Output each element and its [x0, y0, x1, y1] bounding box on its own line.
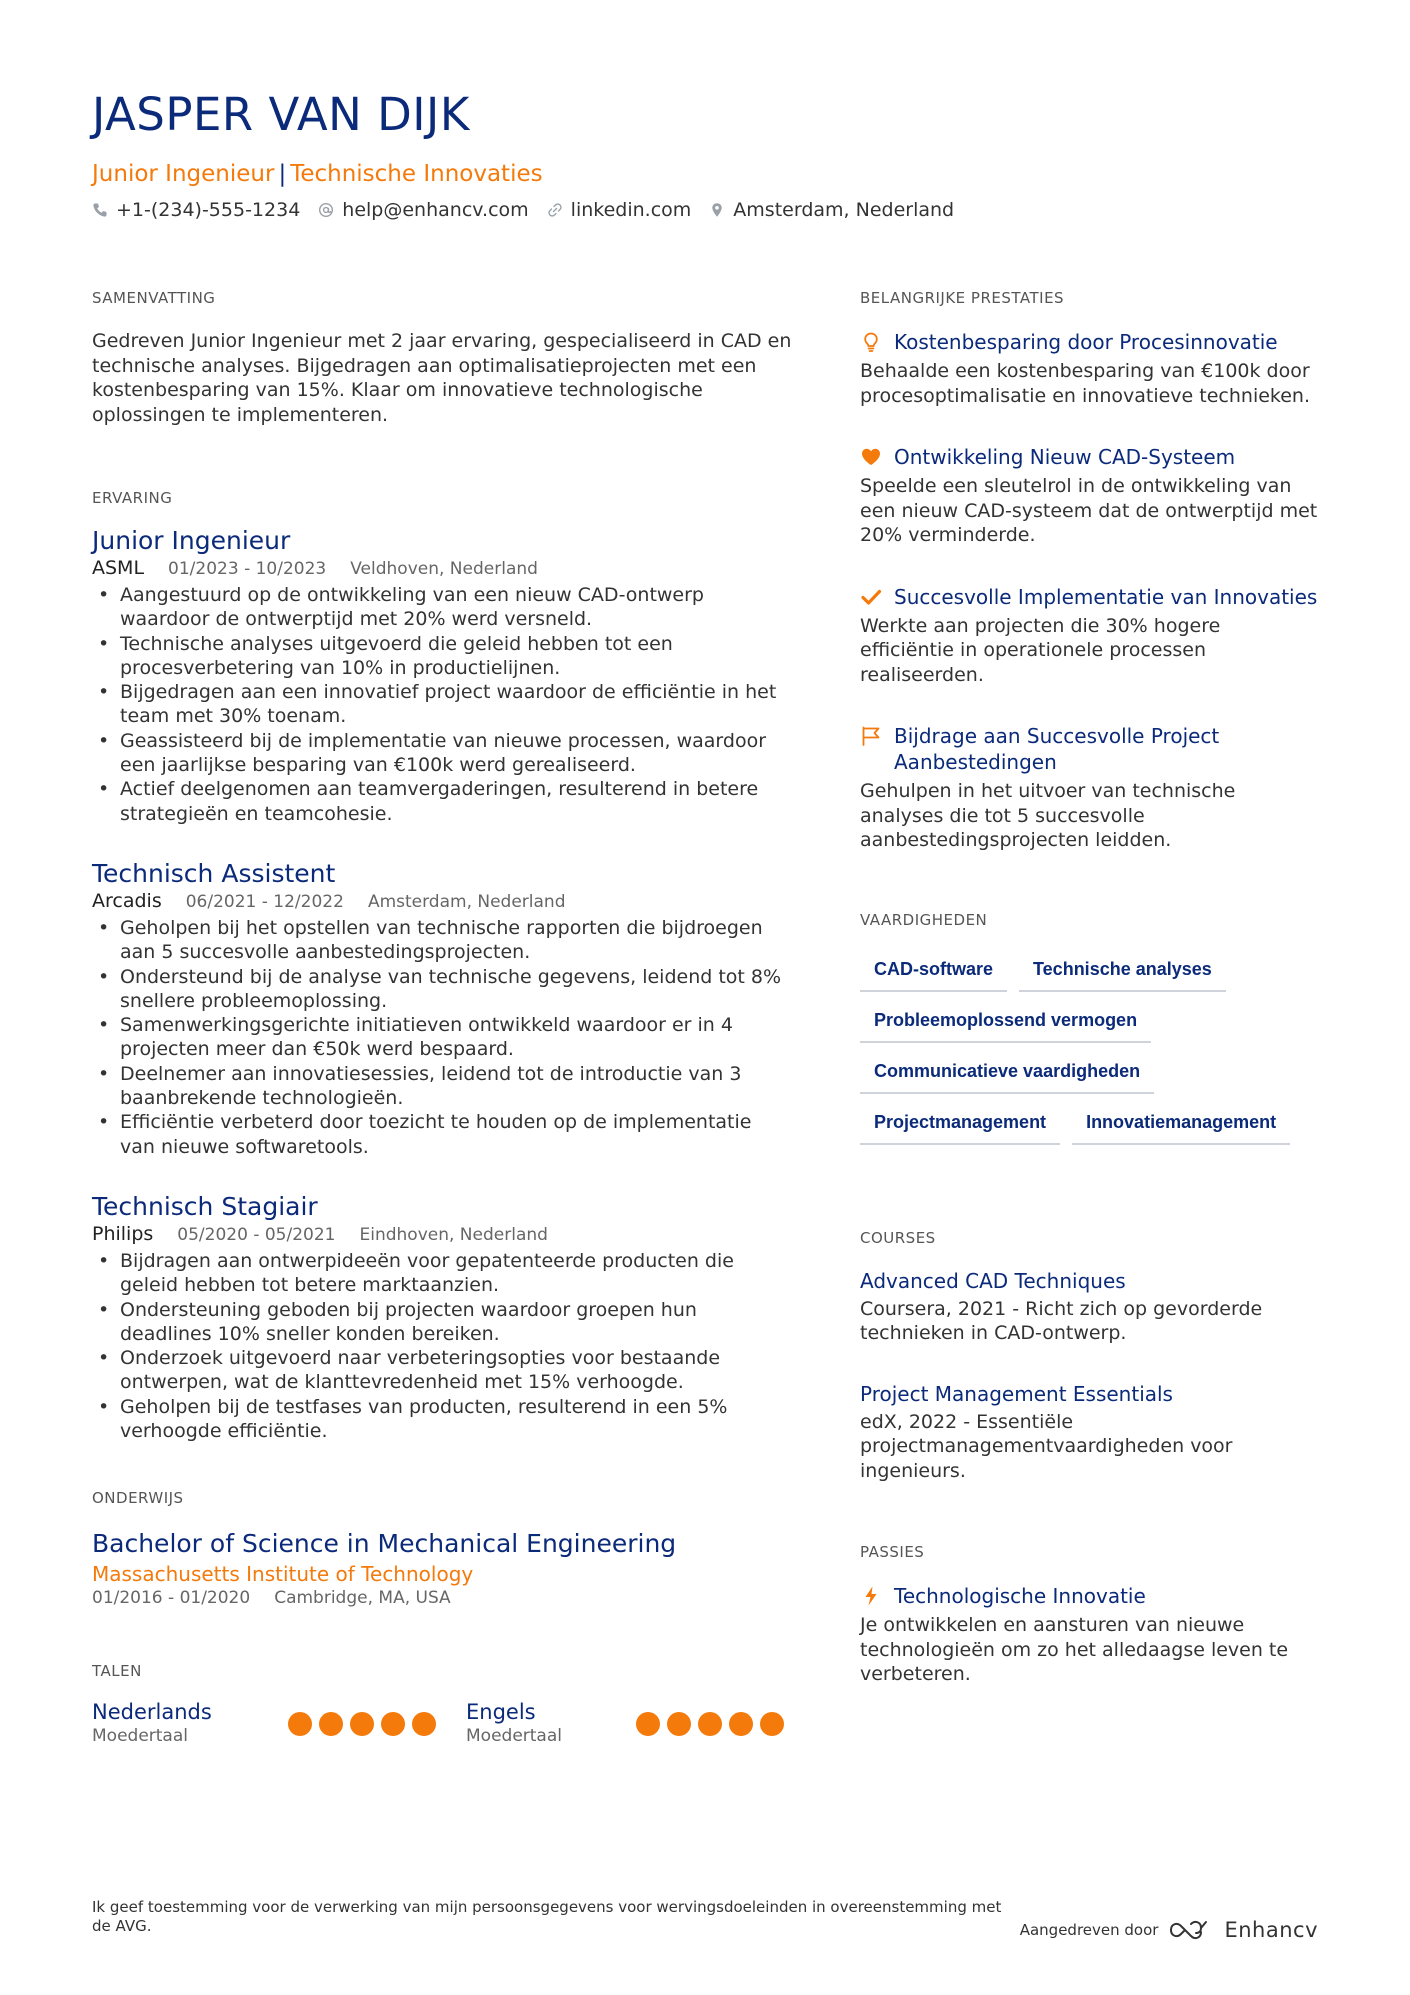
job-bullets — [92, 916, 792, 1159]
achievement-title: Kostenbesparing door Procesinnovatie — [894, 330, 1278, 354]
job-bullet: • Ondersteund bij de analyse van technische gegevens, leidend tot 8% snellere probleemoplossing. — [92, 965, 792, 1014]
skill-tag: Projectmanagement — [860, 1108, 1060, 1145]
lightning-icon — [860, 1585, 882, 1607]
achievements-section — [860, 289, 1318, 853]
phone-value: +1-(234)-555-1234 — [116, 199, 301, 221]
rating-dot — [760, 1712, 784, 1736]
job-bullet: • Bijgedragen aan een innovatief project waardoor de efficiëntie in het team met 30% toenam. — [92, 680, 792, 729]
language-level: Moedertaal — [92, 1726, 188, 1747]
job-title: Technisch Stagiair — [92, 1191, 318, 1221]
rating-dot — [288, 1712, 312, 1736]
headline-focus: Technische Innovaties — [290, 161, 543, 187]
job-dates: 05/2020 - 05/2021 — [177, 1224, 336, 1245]
job-meta — [92, 890, 792, 912]
course-desc: Coursera, 2021 - Richt zich op gevorderde technieken in CAD-ontwerp. — [860, 1297, 1263, 1344]
language-level: Moedertaal — [466, 1726, 562, 1747]
job-title: Technisch Assistent — [92, 858, 336, 888]
achievement-title: Succesvolle Implementatie van Innovaties — [894, 584, 1318, 609]
achievement-desc: Werkte aan projecten die 30% hogere efficiëntie in operationele processen realiseerden. — [860, 614, 1221, 686]
job-bullet: • Efficiëntie verbeterd door toezicht te houden op de implementatie van nieuwe softwaretools. — [92, 1110, 792, 1159]
job-bullet: • Onderzoek uitgevoerd naar verbeteringsopties voor bestaande ontwerpen, wat de klanttevredenheid met 15% verhoogde. — [92, 1346, 792, 1395]
resume-columns — [92, 289, 1318, 1746]
passions-heading: PASSIES — [860, 1543, 925, 1561]
passion-desc: Je ontwikkelen en aansturen van nieuwe technologieën om zo het alledaagse leven te verbeteren. — [860, 1614, 1289, 1685]
powered-by-label: Aangedreven door — [1019, 1921, 1159, 1939]
achievements-heading: BELANGRIJKE PRESTATIES — [860, 289, 1065, 307]
achievement-desc: Gehulpen in het uitvoer van technische analyses die tot 5 succesvolle aanbestedingsprojecten leidden. — [860, 780, 1236, 851]
education-school: Massachusetts Institute of Technology — [92, 1562, 474, 1587]
education-dates: 01/2016 - 01/2020 — [92, 1588, 251, 1609]
rating-dot — [381, 1712, 405, 1736]
right-column — [860, 289, 1318, 1746]
job-dates: 06/2021 - 12/2022 — [185, 891, 344, 912]
gdpr-consent: Ik geef toestemming voor de verwerking van mijn persoonsgegevens voor wervingsdoeleinden in overeenstemming met de AVG. — [92, 1898, 1002, 1935]
summary-heading: SAMENVATTING — [92, 289, 216, 307]
course-title: Project Management Essentials — [860, 1381, 1173, 1406]
email-value: help@enhancv.com — [342, 199, 529, 221]
job-meta — [92, 1223, 792, 1245]
language-rating — [636, 1712, 784, 1746]
rating-dot — [319, 1712, 343, 1736]
candidate-name: JASPER VAN DIJK — [92, 88, 470, 141]
job-bullets — [92, 583, 792, 826]
language-item — [466, 1700, 784, 1746]
courses-section — [860, 1229, 1318, 1484]
languages-heading: TALEN — [92, 1662, 142, 1681]
languages-list — [92, 1700, 792, 1746]
education-heading: ONDERWIJS — [92, 1489, 184, 1508]
job-title: Junior Ingenieur — [92, 526, 291, 555]
achievement-header — [860, 444, 1318, 470]
left-column — [92, 289, 792, 1746]
achievement-desc: Behaalde een kostenbesparing van €100k door procesoptimalisatie en innovatieve technieken. — [860, 360, 1311, 407]
rating-dot — [350, 1712, 374, 1736]
job-bullet: • Samenwerkingsgerichte initiatieven ontwikkeld waardoor er in 4 projecten meer dan €50k werd bespaard. — [92, 1013, 792, 1062]
language-name: Nederlands — [92, 1700, 212, 1725]
job-bullets — [92, 1249, 792, 1443]
job-bullet: • Technische analyses uitgevoerd die geleid hebben tot een procesverbetering van 10% in productielijnen. — [92, 632, 792, 681]
skill-tag: Technische analyses — [1019, 955, 1226, 992]
passions-section — [860, 1543, 1318, 1687]
achievement-header — [860, 329, 1318, 355]
course-item — [860, 1269, 1318, 1346]
job-bullet: • Geassisteerd bij de implementatie van nieuwe processen, waardoor een jaarlijkse besparing van €100k werd gerealiseerd. — [92, 729, 792, 778]
job-dates: 01/2023 - 10/2023 — [168, 559, 327, 579]
flag-icon — [860, 725, 882, 747]
experience-heading: ERVARING — [92, 489, 173, 507]
contact-location — [709, 199, 954, 221]
rating-dot — [636, 1712, 660, 1736]
skill-tag: Communicatieve vaardigheden — [860, 1057, 1154, 1094]
achievement-header — [860, 584, 1318, 610]
resume-header — [92, 0, 1318, 221]
summary-section — [92, 289, 792, 427]
language-rating — [288, 1712, 436, 1746]
course-item — [860, 1382, 1318, 1484]
language-text — [92, 1700, 212, 1746]
rating-dot — [729, 1712, 753, 1736]
language-text — [466, 1700, 562, 1746]
course-desc: edX, 2022 - Essentiële projectmanagementvaardigheden voor ingenieurs. — [860, 1410, 1233, 1482]
job-bullet: • Deelnemer aan innovatiesessies, leidend tot de introductie van 3 baanbrekende technologieën. — [92, 1062, 792, 1111]
experience-section — [92, 489, 792, 1443]
enhancv-logo-icon — [1168, 1918, 1214, 1942]
courses-heading: COURSES — [860, 1228, 936, 1247]
achievement-desc: Speelde een sleutelrol in de ontwikkeling van een nieuw CAD-systeem dat de ontwerptijd met 20% verminderde. — [860, 475, 1318, 546]
checkmark-icon — [860, 586, 882, 608]
job-entry — [92, 1191, 792, 1443]
rating-dot — [412, 1712, 436, 1736]
education-meta — [92, 1588, 792, 1608]
contact-phone — [92, 199, 300, 221]
contact-email[interactable] — [318, 199, 528, 221]
contact-bar — [92, 199, 1318, 221]
headline — [92, 161, 1318, 187]
passion-item — [860, 1583, 1318, 1687]
language-name: Engels — [466, 1700, 536, 1725]
at-sign-icon — [318, 202, 334, 218]
skills-list — [860, 955, 1300, 1145]
rating-dot — [698, 1712, 722, 1736]
skill-tag: CAD-software — [860, 955, 1007, 992]
languages-section — [92, 1662, 792, 1746]
course-title: Advanced CAD Techniques — [860, 1268, 1126, 1293]
lightbulb-icon — [860, 331, 882, 353]
skill-tag: Innovatiemanagement — [1072, 1108, 1290, 1145]
job-entry — [92, 858, 792, 1159]
job-location: Amsterdam, Nederland — [367, 891, 566, 912]
skills-section — [860, 911, 1318, 1145]
passion-title: Technologische Innovatie — [894, 1584, 1146, 1608]
summary-text: Gedreven Junior Ingenieur met 2 jaar ervaring, gespecialiseerd in CAD en technische analyses. Bijgedragen aan optimalisatieprojecten met een kostenbesparing van 15%. Klaar om innovatieve technologische oplossingen te implementeren. — [92, 330, 792, 426]
achievement-title: Ontwikkeling Nieuw CAD-Systeem — [894, 445, 1236, 469]
job-bullet: • Actief deelgenomen aan teamvergaderingen, resulterend in betere strategieën en teamcohesie. — [92, 777, 792, 826]
job-location: Eindhoven, Nederland — [359, 1224, 548, 1245]
job-location: Veldhoven, Nederland — [350, 559, 538, 579]
language-item — [92, 1700, 466, 1746]
heart-icon — [860, 446, 882, 468]
linkedin-value: linkedin.com — [570, 199, 692, 221]
job-bullet: • Bijdragen aan ontwerpideeën voor gepatenteerde producten die geleid hebben tot betere marktaanzien. — [92, 1249, 792, 1298]
achievement-title: Bijdrage aan Succesvolle Project Aanbestedingen — [894, 724, 1220, 774]
education-location: Cambridge, MA, USA — [274, 1588, 451, 1609]
job-bullet: • Ondersteuning geboden bij projecten waardoor groepen hun deadlines 10% sneller konden bereiken. — [92, 1298, 792, 1347]
headline-separator: | — [278, 161, 287, 187]
phone-icon — [92, 202, 108, 218]
job-company: Philips — [92, 1222, 154, 1245]
achievement-item — [860, 444, 1318, 548]
footer — [92, 1898, 1318, 1942]
job-company: Arcadis — [92, 889, 162, 912]
job-bullet: • Aangestuurd op de ontwikkeling van een nieuw CAD-ontwerp waardoor de ontwerptijd met 20% werd versneld. — [92, 583, 792, 632]
contact-linkedin[interactable] — [547, 199, 692, 221]
education-degree: Bachelor of Science in Mechanical Engineering — [92, 1529, 677, 1559]
headline-role: Junior Ingenieur — [92, 161, 275, 187]
location-pin-icon — [709, 202, 725, 218]
achievement-item — [860, 329, 1318, 408]
achievement-item — [860, 584, 1318, 688]
job-bullet: • Geholpen bij het opstellen van technische rapporten die bijdroegen aan 5 succesvolle aanbestedingsprojecten. — [92, 916, 792, 965]
location-value: Amsterdam, Nederland — [733, 199, 955, 221]
achievement-item — [860, 723, 1318, 853]
skill-tag: Probleemoplossend vermogen — [860, 1006, 1151, 1043]
skills-heading: VAARDIGHEDEN — [860, 910, 988, 929]
passion-header — [860, 1583, 1318, 1609]
job-meta — [92, 557, 792, 579]
link-icon — [547, 202, 563, 218]
achievement-header — [860, 723, 1318, 775]
brand-name: Enhancv — [1224, 1918, 1318, 1942]
rating-dot — [667, 1712, 691, 1736]
powered-by[interactable] — [1020, 1918, 1318, 1942]
education-section — [92, 1489, 792, 1608]
job-company: ASML — [92, 557, 145, 579]
job-entry — [92, 525, 792, 826]
job-bullet: • Geholpen bij de testfases van producten, resulterend in een 5% verhoogde efficiëntie. — [92, 1395, 792, 1444]
